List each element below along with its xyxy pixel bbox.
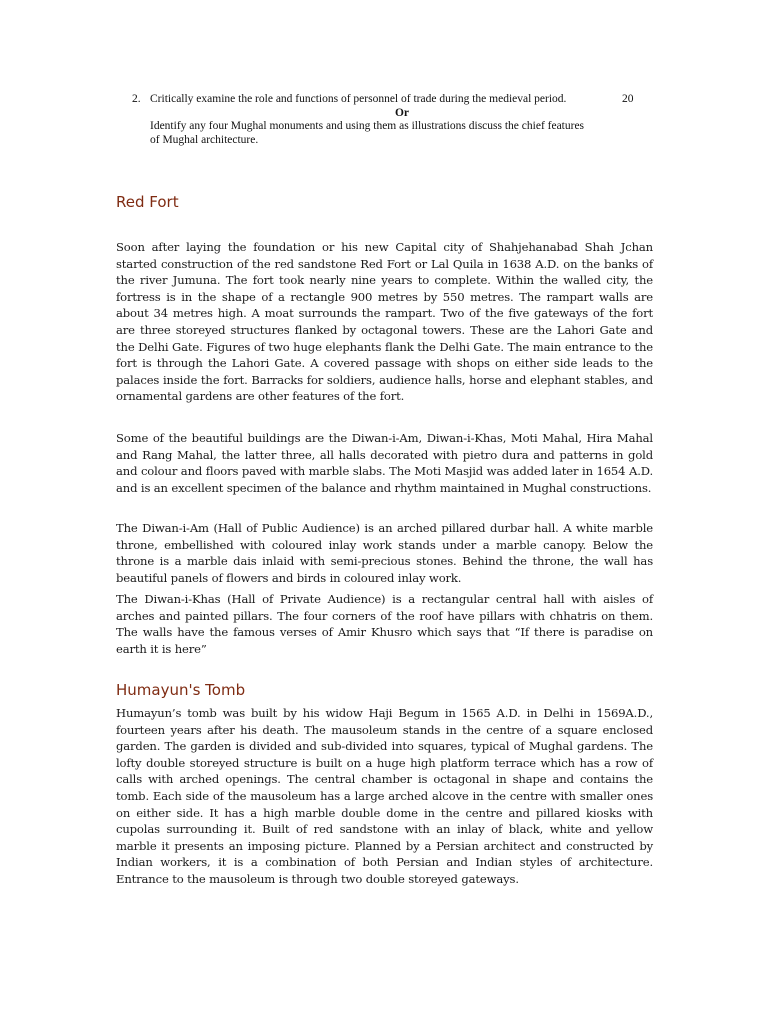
humayun-tomb-paragraph: Humayun’s tomb was built by his widow Haji Begum in 1565 A.D. in Delhi in 1569A.D., fourteen years after his death. The mausoleum stands in the centre of a square enclosed garden. The garden is divided and sub-divided into squares, typical of Mughal gardens. The lofty double storeyed structure is built on a huge high platform terrace which has a row of calls with arched openings. The central chamber is octagonal in shape and contains the tomb. Each side of the mausoleum has a large arched alcove in the centre with smaller ones on either side. It has a high marble double dome in the centre and pillared kiosks with cupolas surrounding it. Built of red sandstone with an inlay of black, white and yellow marble it presents an imposing picture. Planned by a Persian architect and constructed by Indian workers, it is a combination of both Persian and Indian styles of architecture. Entrance to the mausoleum is through two double storeyed gateways. <box>116 706 653 886</box>
question-alternative: Identify any four Mughal monuments and using them as illustrations discuss the chief features of Mughal architecture. <box>150 120 585 146</box>
question-line <box>132 92 652 107</box>
red-fort-paragraph-2: Some of the beautiful buildings are the Diwan-i-Am, Diwan-i-Khas, Moti Mahal, Hira Mahal and Rang Mahal, the latter three, all halls decorated with pietro dura and patterns in gold and colour and floors paved with marble slabs. The Moti Masjid was added later in 1654 A.D. and is an excellent specimen of the balance and rhythm maintained in Mughal constructions. <box>116 431 653 495</box>
question-or: Or <box>394 107 410 119</box>
red-fort-paragraph-1: Soon after laying the foundation or his new Capital city of Shahjehanabad Shah Jchan started construction of the red sandstone Red Fort or Lal Quila in 1638 A.D. on the banks of the river Jumuna. The fort took nearly nine years to complete. Within the walled city, the fortress is in the shape of a rectangle 900 metres by 550 metres. The rampart walls are about 34 metres high. A moat surrounds the rampart. Two of the five gateways of the fort are three storeyed structures flanked by octagonal towers. These are the Lahori Gate and the Delhi Gate. Figures of two huge elephants flank the Delhi Gate. The main entrance to the fort is through the Lahori Gate. A covered passage with shops on either side leads to the palaces inside the fort. Barracks for soldiers, audience halls, horse and elephant stables, and ornamental gardens are other features of the fort. <box>116 240 653 404</box>
question-number: 2. <box>132 93 141 105</box>
humayun-tomb-heading: Humayun's Tomb <box>116 681 246 699</box>
red-fort-heading: Red Fort <box>116 193 179 211</box>
red-fort-paragraph-4: The Diwan-i-Khas (Hall of Private Audience) is a rectangular central hall with aisles of arches and painted pillars. The four corners of the roof have pillars with chhatris on them. The walls have the famous verses of Amir Khusro which says that “If there is paradise on earth it is here” <box>116 592 653 656</box>
exam-question <box>132 92 652 147</box>
question-marks: 20 <box>622 93 634 105</box>
question-text: Critically examine the role and functions of personnel of trade during the medieval period. <box>150 93 567 105</box>
red-fort-paragraph-3: The Diwan-i-Am (Hall of Public Audience) is an arched pillared durbar hall. A white marble throne, embellished with coloured inlay work stands under a marble canopy. Below the throne is a marble dais inlaid with semi-precious stones. Behind the throne, the wall has beautiful panels of flowers and birds in coloured inlay work. <box>116 521 653 585</box>
